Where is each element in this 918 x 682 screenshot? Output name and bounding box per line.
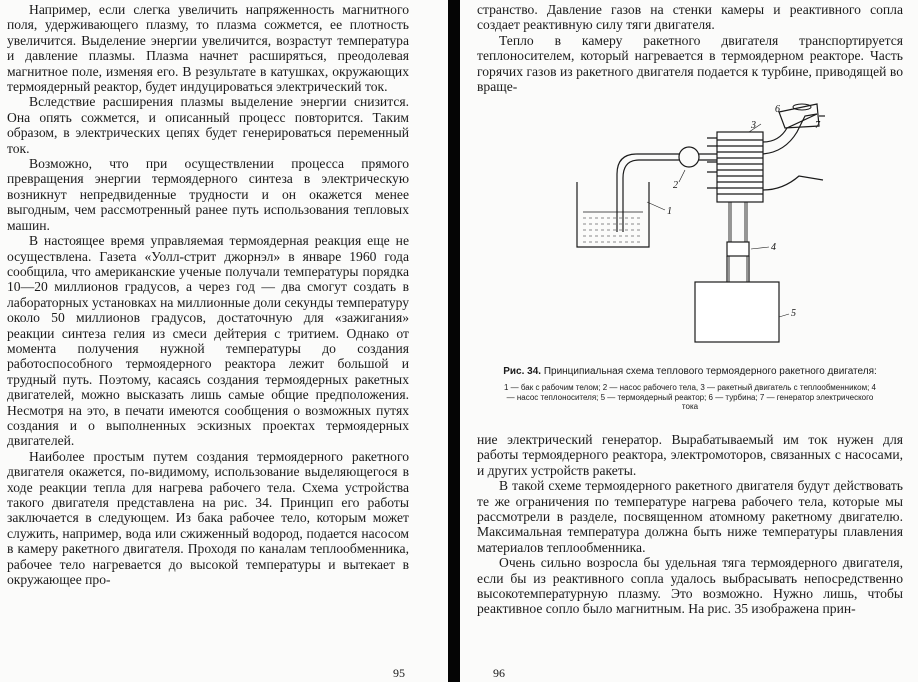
figure-label: 1 [667, 206, 672, 218]
page-number: 96 [493, 666, 505, 680]
paragraph: Возможно, что при осуществлении процесса прямого превращения энергии термоядерного синтеза в электрическую возникнут непредвиденные трудности и он окажется менее выгодным, чем рассмотренный ранее путь использования тепловых машин. [7, 156, 409, 233]
figure-label: 5 [791, 308, 796, 320]
heat-exchanger [717, 132, 763, 202]
figure-label: 2 [673, 180, 678, 192]
paragraph: В такой схеме термоядерного ракетного двигателя будут действовать те же ограничения по температуре нагрева рабочего тела, которые мы рассмотрели в разделе, посвященном атомному ракетному двигателю. Максимальная температура должна быть ниже температуры плавления материалов теплообменника. [477, 478, 903, 555]
paragraph: странство. Давление газов на стенки камеры и реактивного сопла создает реактивную силу тяги двигателя. [477, 2, 903, 33]
right-text-column [477, 2, 903, 617]
figure-34 [477, 102, 903, 362]
page-number: 95 [393, 666, 405, 680]
coolant-pump [727, 242, 749, 256]
paragraph: Наиболее простым путем создания термоядерного ракетного двигателя окажется, по-видимому, использование выделяющегося в ходе реакции тепла для нагрева рабочего тела. Схема устройства такого двигателя представлена на рис. 34. Принцип его работы заключается в следующем. Из бака рабочее тело, которым может служить, например, вода или сжиженный водород, подается насосом в камеру ракетного двигателя. Проходя по каналам теплообменника, рабочее тело нагревается до высокой температуры и вытекает в окружающее про- [7, 448, 409, 588]
caption-title: Рис. 34. [503, 366, 542, 378]
figure-label: 3 [751, 120, 756, 132]
tank-outline [577, 182, 649, 247]
paragraph: Тепло в камеру ракетного двигателя транспортируется теплоносителем, который нагревается в термоядерном реакторе. Часть горячих газов из ракетного двигателя подается к турбине, приводящей во враще- [477, 32, 903, 95]
left-page [0, 0, 448, 682]
left-text-column [7, 2, 409, 587]
paragraph: ние электрический генератор. Вырабатываемый им ток нужен для работы термоядерного реактора, электромоторов, связанных с насосами, и других устройств ракеты. [477, 431, 903, 478]
figure-label: 7 [815, 120, 820, 132]
figure-caption [501, 366, 879, 412]
right-page [460, 0, 918, 682]
paragraph: В настоящее время управляемая термоядерная реакция еще не осуществлена. Газета «Уолл-стрит джорнэл» в январе 1960 года сообщила, что американские ученые получали температуры порядка 10—20 миллионов градусов, а через год — два смогут создать в лабораторных установках на миллионные доли секунды температуру около 50 миллионов градусов, достаточную для «зажигания» реакции синтеза гелия из смеси дейтерия с тритием. Однако от момента получения нужной температуры до создания работоспособного термоядерного реактора лежит большой и трудный путь. Поэтому, касаясь создания термоядерных ракетных двигателей, можно высказать лишь самые общие предположения. Несмотря на это, в печати имеются сообщения о возможных путях создания и о выполненных эскизных проектах термоядерных двигателей. [7, 233, 409, 449]
engine-schematic [517, 102, 827, 352]
paragraph: Очень сильно возросла бы удельная тяга термоядерного двигателя, если бы из реактивного сопла удалось выбрасывать непосредственно высокотемпературную плазму. Это возможно. Нужно лишь, чтобы реактивное сопло было магнитным. На рис. 35 изображена прин- [477, 555, 903, 617]
book-gutter [448, 0, 460, 682]
caption-legend: 1 — бак с рабочим телом; 2 — насос рабочего тела, 3 — ракетный двигатель с теплообменником; 4 — насос теплоносителя; 5 — термоядерный реактор; 6 — турбина; 7 — генератор электрического тока [504, 383, 876, 412]
caption-text: Принципиальная схема теплового термоядерного ракетного двигателя: [543, 366, 877, 378]
paragraph: Вследствие расширения плазмы выделение энергии снизится. Она опять сожмется, и описанный процесс повторится. Таким образом, в электрических цепях будет генерироваться переменный ток. [7, 94, 409, 156]
figure-label: 4 [771, 242, 776, 254]
pump-circle [679, 147, 699, 167]
fusion-reactor [695, 282, 779, 342]
paragraph: Например, если слегка увеличить напряженность магнитного поля, удерживающего плазму, то плазма сожмется, ее плотность увеличится. Выделение энергии увеличится, возрастут температура и давление плазмы. Плазма начнет расширяться, преодолевая магнитное поле, изменяя его. В результате в катушках, окружающих термоядерный реактор, будет индуцироваться электрический ток. [7, 2, 409, 95]
figure-label: 6 [775, 104, 780, 116]
